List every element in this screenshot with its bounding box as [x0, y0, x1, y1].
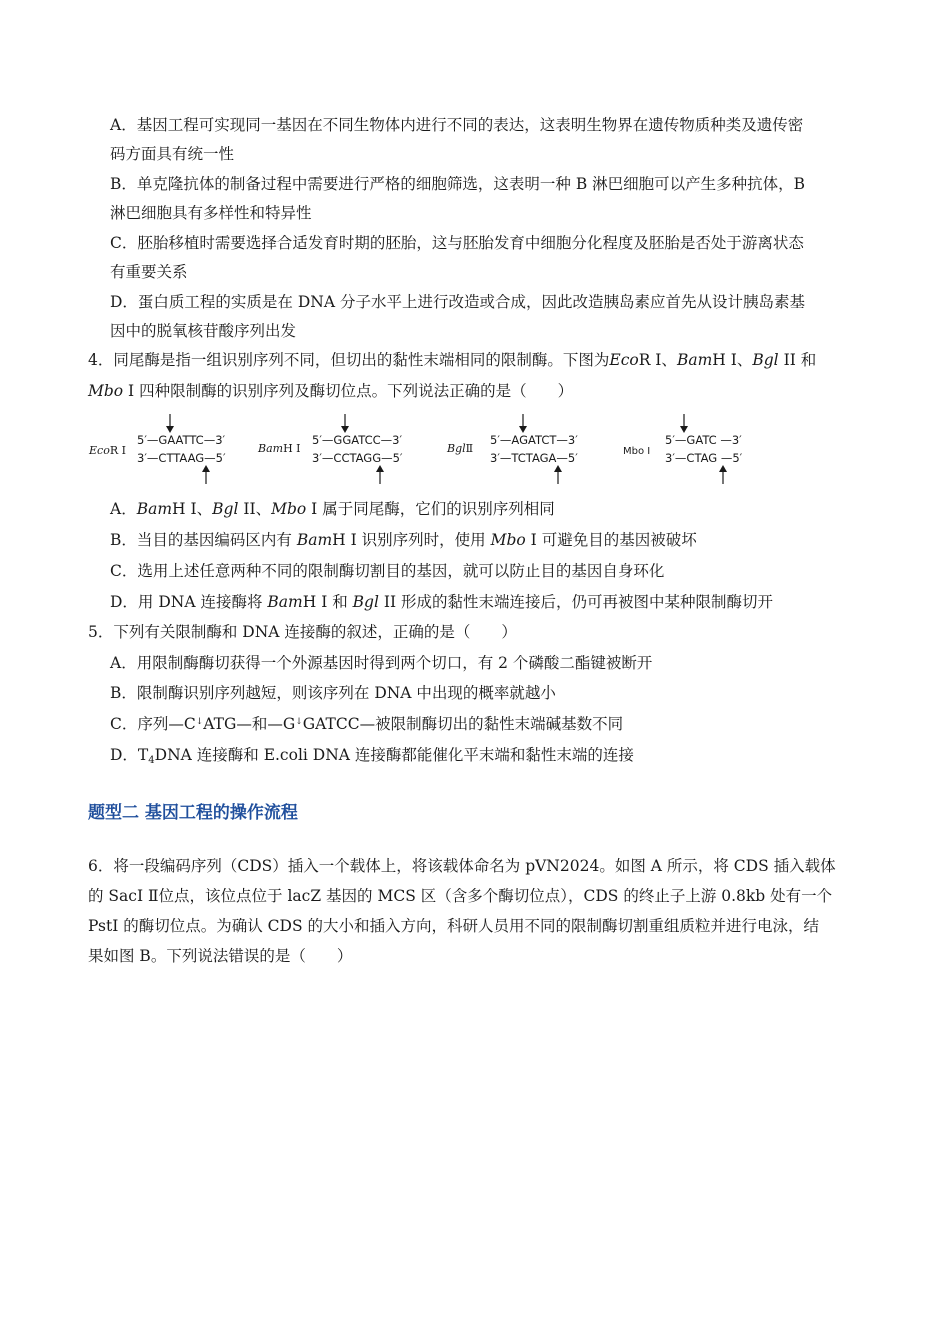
- q5-stem: 5．下列有关限制酶和 DNA 连接酶的叙述，正确的是（ ）: [88, 623, 517, 641]
- bglii-bottom-cut-arrow-icon: [554, 465, 562, 472]
- q3-option-a-line1: A．基因工程可实现同一基因在不同生物体内进行不同的表达，这表明生物界在遗传物质种类及遗传密: [110, 116, 804, 134]
- ecori-label: EcoR I: [89, 444, 126, 457]
- bglii-bottom-strand: 3′—TCTAGA—5′: [490, 451, 578, 465]
- q5-option-a: A．用限制酶酶切获得一个外源基因时得到两个切口，有 2 个磷酸二酯键被断开: [110, 654, 653, 672]
- ecori-bottom-strand: 3′—CTTAAG—5′: [137, 451, 226, 465]
- bglii-label: BglⅡ: [447, 442, 474, 455]
- q5-option-d: D．$T_4DNA$ 连接酶和 E.coli DNA 连接酶都能催化平末端和黏性末端的连接: [110, 746, 634, 766]
- bglii-top-cut-arrow-icon: [519, 426, 527, 433]
- mboi-label: Mbo Ⅰ: [623, 446, 651, 457]
- mboi-top-strand: 5′—GATC —3′: [665, 433, 742, 447]
- q3-option-b-line1: B．单克隆抗体的制备过程中需要进行严格的细胞筛选，这表明一种 B 淋巴细胞可以产生多种抗体，B: [110, 175, 806, 193]
- q6-stem-line2: 的 SacI Ⅱ位点，该位点位于 lacZ 基因的 MCS 区（含多个酶切位点），CDS 的终止子上游 0.8kb 处有一个: [88, 887, 833, 905]
- q4-stem-line2: Mbo I 四种限制酶的识别序列及酶切位点。下列说法正确的是（ ）: [88, 382, 574, 400]
- bglii-site: [446, 414, 578, 484]
- q6-stem-line1: 6．将一段编码序列（CDS）插入一个载体上，将该载体命名为 pVN2024。如图 A 所示，将 CDS 插入载体: [88, 857, 836, 875]
- q4-option-a: A．BamH I、Bgl II、Mbo I 属于同尾酶，它们的识别序列相同: [110, 500, 555, 518]
- q6-stem-line4: 果如图 B。下列说法错误的是（ ）: [88, 947, 353, 965]
- section-heading: 题型二 基因工程的操作流程: [88, 803, 298, 823]
- restriction-site-diagram: [86, 410, 766, 490]
- bamhi-top-strand: 5′—GGATCC—3′: [312, 433, 403, 447]
- mboi-top-cut-arrow-icon: [680, 426, 688, 433]
- ecori-top-cut-arrow-icon: [166, 426, 174, 433]
- q3-option-d-line1: D．蛋白质工程的实质是在 DNA 分子水平上进行改造或合成，因此改造胰岛素应首先从设计胰岛素基: [110, 293, 805, 311]
- q4-stem-line1: 4．同尾酶是指一组识别序列不同，但切出的黏性末端相同的限制酶。下图为EcoR I、BamH I、Bgl II 和: [88, 351, 817, 369]
- bamhi-label: BamH I: [258, 442, 301, 455]
- bamhi-site: [257, 414, 403, 484]
- q4-option-d: D．用 DNA 连接酶将 BamH I 和 Bgl II 形成的黏性末端连接后，仍可再被图中某种限制酶切开: [110, 593, 774, 611]
- cut-mark-2: ↓: [295, 717, 303, 727]
- bamhi-bottom-cut-arrow-icon: [376, 465, 384, 472]
- mboi-bottom-strand: 3′—CTAG —5′: [665, 451, 743, 465]
- q6-stem-line3: PstI 的酶切位点。为确认 CDS 的大小和插入方向，科研人员用不同的限制酶切割重组质粒并进行电泳，结: [88, 917, 820, 935]
- mboi-site: [623, 414, 743, 484]
- ecori-site: [88, 414, 226, 484]
- q3-option-b-line2: 淋巴细胞具有多样性和特异性: [110, 204, 312, 222]
- q5-option-c: C．序列—C↓ATG—和—G↓GATCC—被限制酶切出的黏性末端碱基数不同: [110, 715, 624, 733]
- q4-option-c: C．选用上述任意两种不同的限制酶切割目的基因，就可以防止目的基因自身环化: [110, 562, 665, 580]
- ecori-top-strand: 5′—GAATTC—3′: [137, 433, 226, 447]
- cut-mark-1: ↓: [195, 717, 204, 727]
- ecori-bottom-cut-arrow-icon: [202, 465, 210, 472]
- q3-option-d-line2: 因中的脱氧核苷酸序列出发: [110, 322, 297, 340]
- mboi-bottom-cut-arrow-icon: [719, 465, 727, 472]
- bglii-top-strand: 5′—AGATCT—3′: [490, 433, 578, 447]
- q5-option-b: B．限制酶识别序列越短，则该序列在 DNA 中出现的概率就越小: [110, 684, 556, 702]
- q3-option-c-line1: C．胚胎移植时需要选择合适发育时期的胚胎，这与胚胎发育中细胞分化程度及胚胎是否处于游离状态: [110, 234, 804, 252]
- bamhi-bottom-strand: 3′—CCTAGG—5′: [312, 451, 403, 465]
- q4-option-b: B．当目的基因编码区内有 BamH I 识别序列时，使用 Mbo I 可避免目的基因被破坏: [110, 531, 697, 549]
- q3-option-c-line2: 有重要关系: [110, 263, 188, 281]
- bamhi-top-cut-arrow-icon: [341, 426, 349, 433]
- q3-option-a-line2: 码方面具有统一性: [110, 145, 235, 163]
